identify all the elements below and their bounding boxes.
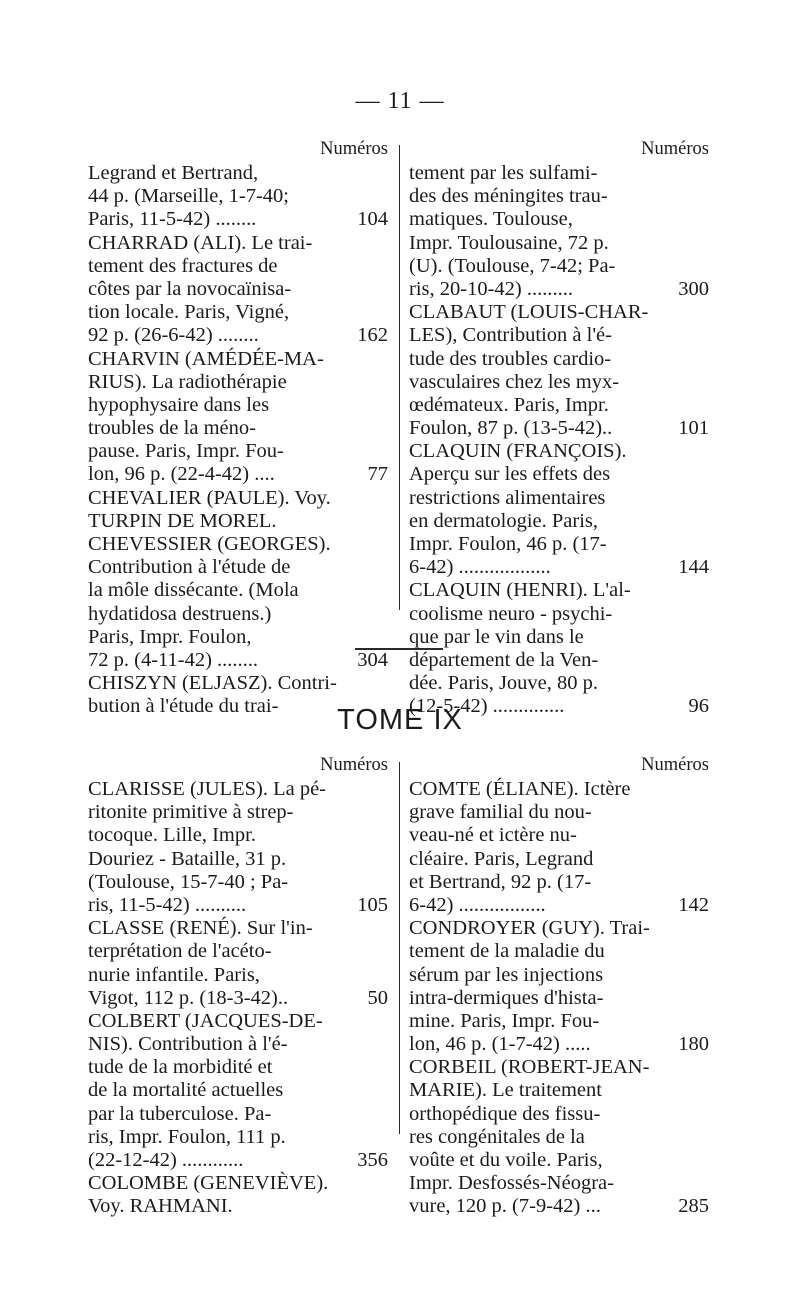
entry-number: 142 [678,893,709,916]
entry-line [409,232,709,255]
entry-text: veau-né et ictère nu- [409,824,577,847]
entry-number: 50 [367,986,388,1009]
entry-line [409,1079,709,1102]
entry-line [88,324,388,347]
numeros-header: Numéros [641,139,709,159]
entry-line [409,778,709,801]
entry-text: terprétation de l'acéto- [88,940,272,963]
entry-line [88,848,388,871]
entry-line [409,487,709,510]
entry-line [409,394,709,417]
entry-line [88,964,388,987]
entry-text: Douriez - Bataille, 31 p. [88,847,287,870]
entry-text: CLAQUIN (FRANÇOIS). [409,440,627,463]
entry-line [88,649,388,672]
entry-line [88,672,388,695]
entry-text: tude des troubles cardio- [409,347,612,370]
entry-line [88,940,388,963]
entry-text: ris, 20-10-42) ......... [409,277,573,300]
entry-number: 300 [678,277,709,300]
entry-text: CHEVESSIER (GEORGES). [88,533,331,555]
entry-line [409,510,709,533]
entry-text: (Toulouse, 15-7-40 ; Pa- [88,870,289,893]
entry-line [88,556,388,579]
entry-text: par la tuberculose. Pa- [88,1102,272,1125]
entry-text: pause. Paris, Impr. Fou- [88,440,284,463]
entry-line [409,371,709,394]
entry-line [88,394,388,417]
column-bottom-left [88,752,388,1219]
entry-text: CLASSE (RENÉ). Sur l'in- [88,917,313,940]
entry-text: tement des fractures de [88,254,278,277]
entry-text: tement de la maladie du [409,940,605,963]
entry-text: CORBEIL (ROBERT-JEAN- [409,1056,650,1079]
entry-line [409,1195,709,1218]
entry-text: LES), Contribution à l'é- [409,324,612,347]
column-divider-bottom [399,762,400,1134]
entry-text: en dermatologie. Paris, [409,509,599,532]
entry-text: RIUS). La radiothérapie [88,370,287,393]
entry-text: de la mortalité actuelles [88,1079,284,1102]
entries [409,162,709,719]
entry-line [88,278,388,301]
entry-text: vasculaires chez les myx- [409,370,620,393]
entry-line [88,579,388,602]
column-top-right [409,136,709,719]
entries [409,778,709,1219]
entry-line [409,1103,709,1126]
entry-text: des des méningites trau- [409,185,608,208]
entry-text: bution à l'étude du trai- [88,695,279,718]
entry-line [409,824,709,847]
column-top-left [88,136,388,719]
entry-text: CLAQUIN (HENRI). L'al- [409,579,631,602]
entry-line [88,162,388,185]
entry-line [88,824,388,847]
entry-line [88,1149,388,1172]
entry-line [88,778,388,801]
entry-line [409,894,709,917]
entry-line [88,185,388,208]
entry-line [88,894,388,917]
entry-line [88,348,388,371]
entry-text: que par le vin dans le [409,625,584,648]
entry-text: ritonite primitive à strep- [88,801,294,824]
entry-text: intra-dermiques d'hista- [409,986,604,1009]
entry-line [88,533,388,556]
entry-number: 180 [678,1033,709,1056]
entry-number: 304 [357,648,388,671]
entry-line [88,232,388,255]
entry-line [88,510,388,533]
entry-line [409,871,709,894]
entry-line [409,162,709,185]
entry-text: Paris, 11-5-42) ........ [88,208,257,231]
entry-text: côtes par la novocaïnisa- [88,277,292,300]
entry-text: COMTE (ÉLIANE). Ictère [409,778,631,800]
entry-text: COLBERT (JACQUES-DE- [88,1009,323,1032]
page-number: — 11 — [355,88,445,114]
entry-text: mine. Paris, Impr. Fou- [409,1009,600,1032]
entry-line [88,255,388,278]
entry-text: lon, 96 p. (22-4-42) .... [88,463,275,486]
entry-text: Foulon, 87 p. (13-5-42).. [409,417,613,440]
entry-text: matiques. Toulouse, [409,208,573,231]
entry-text: orthopédique des fissu- [409,1102,601,1125]
entry-text: (22-12-42) ............ [88,1149,244,1171]
entry-text: Voy. RAHMANI. [88,1195,233,1218]
entry-line [88,626,388,649]
entry-line [409,1033,709,1056]
entry-text: cléaire. Paris, Legrand [409,847,594,870]
entry-text: 44 p. (Marseille, 1-7-40; [88,185,289,208]
entry-line [88,917,388,940]
entry-text: CLABAUT (LOUIS-CHAR- [409,301,649,324]
entry-text: troubles de la méno- [88,417,256,440]
entry-text: ris, Impr. Foulon, 111 p. [88,1125,286,1148]
entry-line [88,801,388,824]
entry-line [409,801,709,824]
entry-number: 101 [678,417,709,440]
entry-line [409,917,709,940]
entry-line [409,987,709,1010]
entry-text: Impr. Desfossés-Néogra- [409,1172,614,1195]
entry-text: œdémateux. Paris, Impr. [409,393,609,416]
entry-line [88,987,388,1010]
entry-text: hypophysaire dans les [88,393,270,416]
entry-text: Contribution à l'étude de [88,556,291,579]
entry-text: Impr. Toulousaine, 72 p. [409,231,609,254]
entry-text: Paris, Impr. Foulon, [88,625,252,648]
entry-line [88,1195,388,1218]
entry-line [409,440,709,463]
entry-line [88,440,388,463]
entry-line [409,579,709,602]
entry-line [88,1172,388,1195]
entry-line [88,1126,388,1149]
entry-text: CHISZYN (ELJASZ). Contri- [88,672,337,695]
entry-line [409,1010,709,1033]
entry-text: hydatidosa destruens.) [88,602,272,625]
entry-text: COLOMBE (GENEVIÈVE). [88,1172,329,1195]
entry-line [88,603,388,626]
entry-line [88,208,388,231]
numeros-header: Numéros [320,139,388,159]
entry-line [409,556,709,579]
entry-line [88,487,388,510]
entry-line [409,1126,709,1149]
entry-line [409,185,709,208]
entry-text: ris, 11-5-42) .......... [88,893,247,916]
entry-line [88,1056,388,1079]
entry-line [409,324,709,347]
entry-line [88,871,388,894]
entry-text: tocoque. Lille, Impr. [88,824,256,847]
entries [88,162,388,719]
entry-text: lon, 46 p. (1-7-42) ..... [409,1033,591,1056]
entry-text: CLARISSE (JULES). La pé- [88,778,327,800]
entry-line [88,1103,388,1126]
entry-text: 6-42) ................. [409,893,546,916]
entry-line [88,301,388,324]
entry-line [409,626,709,649]
entry-line [409,463,709,486]
entry-text: sérum par les injections [409,963,604,986]
entry-number: 77 [367,463,388,486]
entry-text: 72 p. (4-11-42) ........ [88,648,259,671]
entry-line [88,417,388,440]
entry-line [88,371,388,394]
entry-text: (U). (Toulouse, 7-42; Pa- [409,254,616,277]
entry-line [409,649,709,672]
entry-text: coolisme neuro - psychi- [409,602,613,625]
entry-line [409,1172,709,1195]
entry-text: voûte et du voile. Paris, [409,1149,603,1171]
entry-number: 104 [357,208,388,231]
entries [88,778,388,1219]
entry-line [409,672,709,695]
entry-number: 144 [678,556,709,579]
entry-line [409,1149,709,1172]
entry-line [409,301,709,324]
entry-line [88,463,388,486]
entry-text: res congénitales de la [409,1125,585,1148]
entry-line [88,1010,388,1033]
entry-line [88,1033,388,1056]
entry-line [88,1079,388,1102]
entry-text: Impr. Foulon, 46 p. (17- [409,533,607,555]
entry-line [409,417,709,440]
entry-text: Aperçu sur les effets des [409,463,611,486]
section-separator-rule [355,648,443,650]
numeros-header: Numéros [641,755,709,775]
entry-line [409,1056,709,1079]
numeros-header: Numéros [320,755,388,775]
entry-line [409,848,709,871]
entry-number: 356 [357,1149,388,1171]
entry-line [409,255,709,278]
entry-text: CHARRAD (ALI). Le trai- [88,231,313,254]
entry-text: la môle dissécante. (Mola [88,579,299,602]
entry-line [409,278,709,301]
tome-title: TOME IX [337,704,463,736]
entry-text: Vigot, 112 p. (18-3-42).. [88,986,289,1009]
entry-text: TURPIN DE MOREL. [88,509,277,532]
column-divider-top [399,145,400,610]
entry-number: 96 [688,695,709,718]
entry-text: vure, 120 p. (7-9-42) ... [409,1195,601,1218]
entry-text: restrictions alimentaires [409,486,606,509]
entry-text: NIS). Contribution à l'é- [88,1033,288,1056]
entry-text: (12-5-42) .............. [409,695,565,718]
entry-text: grave familial du nou- [409,801,592,824]
entry-text: nurie infantile. Paris, [88,963,260,986]
entry-number: 285 [678,1195,709,1218]
entry-text: tement par les sulfami- [409,162,598,184]
entry-text: CHEVALIER (PAULE). Voy. [88,486,331,509]
entry-text: CHARVIN (AMÉDÉE-MA- [88,347,324,370]
entry-line [409,208,709,231]
entry-text: Legrand et Bertrand, [88,162,259,184]
entry-text: tude de la morbidité et [88,1056,273,1079]
entry-text: et Bertrand, 92 p. (17- [409,870,592,893]
entry-text: MARIE). Le traitement [409,1079,602,1102]
entry-line [409,964,709,987]
entry-line [409,603,709,626]
entry-text: département de la Ven- [409,648,599,671]
entry-line [409,348,709,371]
entry-text: 6-42) .................. [409,556,551,579]
entry-text: dée. Paris, Jouve, 80 p. [409,672,599,695]
entry-number: 105 [357,893,388,916]
entry-text: CONDROYER (GUY). Trai- [409,917,650,940]
column-bottom-right [409,752,709,1219]
entry-text: tion locale. Paris, Vigné, [88,301,290,324]
entry-line [409,940,709,963]
entry-number: 162 [357,324,388,347]
entry-text: 92 p. (26-6-42) ........ [88,324,259,347]
entry-line [409,533,709,556]
